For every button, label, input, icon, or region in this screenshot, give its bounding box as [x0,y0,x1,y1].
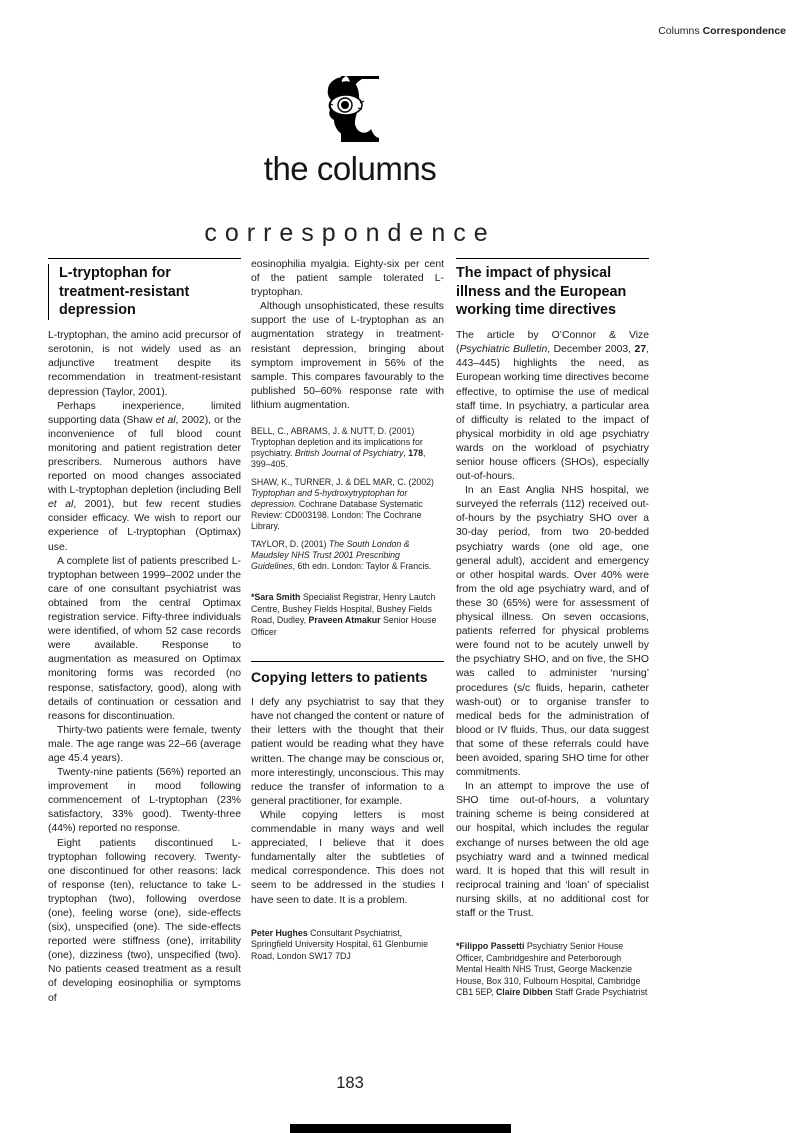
footer-bar [290,1124,511,1133]
paragraph: Eight patients discontinued L-tryptophan following recovery. Twenty-one discontinued for other reasons: lack of response (ten), reluctance to take L-tryptophan (two), following overdose (one), feeling worse (one), side-effects (six), unspecified (one). The side-effects reported were stiffness (one), irritability (one), dizziness (two), unspecified (two). No patients ceased treatment as a result of developing eosinophilia or symptoms of [48,837,241,1004]
paragraph: In an East Anglia NHS hospital, we surveyed the referrals (112) received out-of-hours by the psychiatry SHO over a 30-day period, from two 20-bedded psychiatry wards (one old age, one general adult), accident and emergency or other hospital wards. Over 40% were from the old age psychiatry ward, and of these 30 (65%) were for assessment of physical illness. On seven occasions, patients referred for physical problems were found not to be acutely unwell by the psychiatry SHO, and on five, the SHO was called to administer ‘nursing’ procedures (s/c fluids, heparin, catheter wash-out) or to organise transfer to medical beds for the administration of blood or IV fluids. Thus, our data suggest that some of these referrals could have been avoided, sparing SHO time for other commitments. [456,485,649,779]
masthead-brand-title: the columns [263,150,437,187]
reference-item: TAYLOR, D. (2001) The South London & Maudsley NHS Trust 2001 Prescribing Guidelines, 6th edn. London: Taylor & Francis. [251,539,432,572]
column-2 [251,258,444,961]
reference-item: BELL, C., ABRAMS, J. & NUTT, D. (2001) Tryptophan depletion and its implications for psychiatry. British Journal of Psychiatry, 178, 399–405. [251,426,426,470]
section-heading: correspondence [204,219,496,247]
paragraph: Although unsophisticated, these results support the use of L-tryptophan as an augmentation strategy in treatment-resistant depression, bringing about symptom improvement in 56% of the sample. This compares favourably to the published 50–60% response rate with lithium augmentation. [251,301,444,411]
letter2-top-rule [251,661,444,662]
column-1 [48,258,241,1006]
journal-logo [320,76,380,148]
author-signature: *Filippo Passetti Psychiatry Senior House Officer, Cambridgeshire and Peterborough Mental Health NHS Trust, George Mackenzie House, Box 310, Fulbourn Hospital, Cambridge CB1 5EP, Claire Dibben Staff Grade Psychiatrist [456,941,648,998]
page-number: 183 [336,1074,364,1092]
letter1-top-rule [48,258,241,259]
paragraph: eosinophilia myalgia. Eighty-six per cent of the patient sample tolerated L-tryptophan. [251,259,444,299]
reference-list [251,426,444,572]
paragraph: The article by O’Connor & Vize (Psychiatric Bulletin, December 2003, 27, 443–445) highlights the need, as European working time directives become effective, to optimise the use of medical staff time. In psychiatry, a particular area of difficulty is related to the impact of physical morbidity in old age psychiatry wards on the workload of psychiatry senior house officers (SHOs), especially out-of-hours. [456,330,649,483]
letter3-title: The impact of physical illness and the European working time directives [456,265,627,319]
paragraph: Twenty-nine patients (56%) reported an improvement in mood following commencement of L-tryptophan (23% satisfactory, 33% good). Twenty-three (44%) reported no response. [48,767,241,835]
running-head [658,25,786,37]
paragraph: I defy any psychiatrist to say that they have not changed the content or nature of their letters with the thought that their patient would be reading what they have written. The change may be conscious or, more interestingly, unconscious. This may reduce the transfer of information to a general practitioner, for example. [251,697,444,807]
letter2-title: Copying letters to patients [251,669,428,685]
faces-and-eye-logo-icon [320,76,380,148]
letter2 [251,661,444,971]
running-head-section: Columns [658,25,700,37]
paragraph: In an attempt to improve the use of SHO time out-of-hours, a voluntary training scheme is being considered at our hospital, which includes the regular exchange of nurses between the old age psychiatry ward and a twinned medical ward. It is hoped that this will result in reciprocal training and ‘loan’ of specialist nursing skills, at no additional cost for staff or the Trust. [456,781,649,919]
paragraph: Perhaps inexperience, limited supporting data (Shaw et al, 2002), or the inconvenience of full blood count monitoring and patient registration deter prescribers. Numerous authors have reported on mood changes associated with L-tryptophan depletion (including Bell et al, 2001), but few recent studies consider efficacy. We wish to report our experience of L-tryptophan (Optimax) use. [48,400,242,553]
paragraph: While copying letters is most commendable in many ways and well appreciated, I believe that it does fundamentally alter the subtleties of medical correspondence. This does not seem to be addressed in the studies I have seen to date. It is a problem. [251,809,444,906]
author-signature: *Sara Smith Specialist Registrar, Henry Lautch Centre, Bushey Fields Hospital, Bushey Fields Road, Dudley, Praveen Atmakur Senior House Officer [251,592,437,637]
reference-item: SHAW, K., TURNER, J. & DEL MAR, C. (2002) Tryptophan and 5-hydroxytryptophan for depression. Cochrane Database Systematic Review: CD003198. London: The Cochrane Library. [251,477,434,532]
paragraph: A complete list of patients prescribed L-tryptophan between 1999–2002 under the care of one consultant psychiatrist was obtained from the central Optimax registration service. Fifty-three individuals were identified, of whom 52 case records were available. Response to augmentation as measured on Optimax monitoring forms was recorded (no response, satisfactory, good), along with details of continuation or cessation and reasons for discontinuation. [48,555,241,722]
letter3-top-rule [456,258,649,259]
paragraph: L-tryptophan, the amino acid precursor of serotonin, is not widely used as an adjunctive treatment despite its recommendation in treatment-resistant depression (Taylor, 2001). [48,330,241,398]
letter1-title: L-tryptophan for treatment-resistant depression [48,264,241,320]
column-3 [456,258,649,1007]
author-signature: Peter Hughes Consultant Psychiatrist, Springfield University Hospital, 61 Glenburnie Road, London SW17 7DJ [251,927,429,961]
running-head-page-type: Correspondence [702,25,786,37]
paragraph: Thirty-two patients were female, twenty male. The age range was 22–66 (average age 45.4 years). [48,724,241,764]
